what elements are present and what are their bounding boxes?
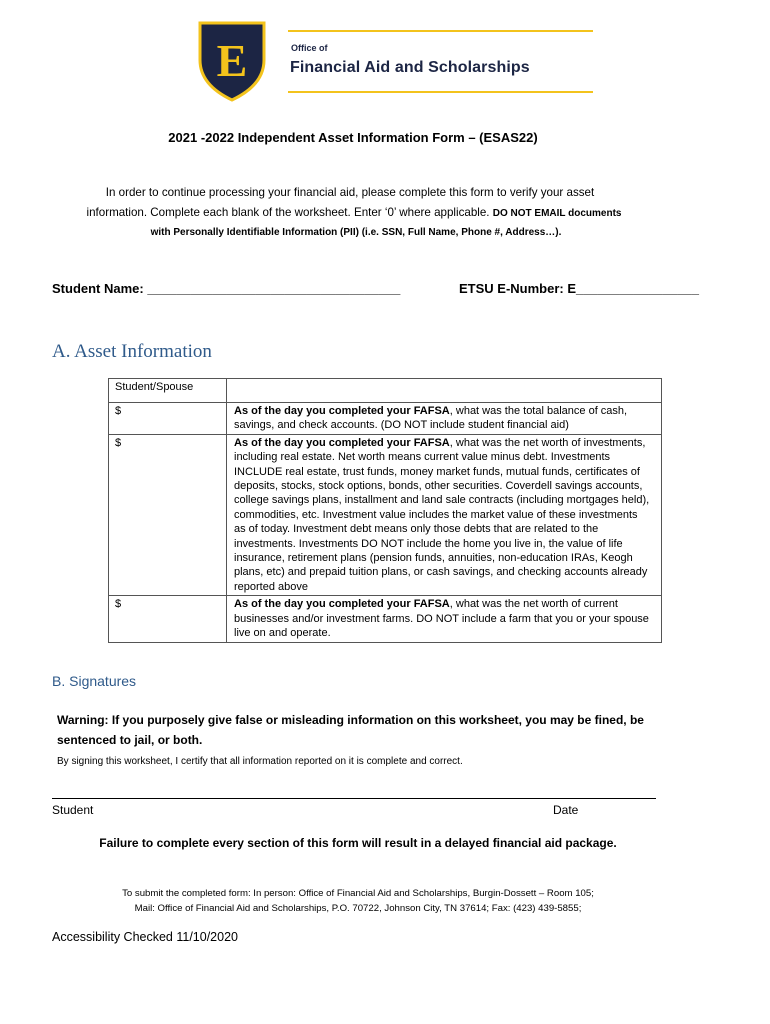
form-title: 2021 -2022 Independent Asset Information Form – (ESAS22)	[168, 130, 538, 145]
description-bold: As of the day you completed your FAFSA	[234, 436, 450, 449]
asset-table	[108, 378, 662, 643]
description-bold: As of the day you completed your FAFSA	[234, 405, 450, 417]
table-row	[109, 596, 662, 642]
description-investments	[227, 434, 662, 595]
header-rule-bottom	[288, 91, 593, 93]
header-rule-top	[288, 30, 593, 32]
accessibility-note: Accessibility Checked 11/10/2020	[52, 930, 238, 944]
student-signature-label: Student	[52, 803, 94, 817]
warning-text: Warning: If you purposely give false or misleading information on this worksheet, you may be fined, be sentenced to jail, or both.	[57, 713, 644, 747]
etsu-logo	[197, 20, 267, 102]
failure-notice: Failure to complete every section of this form will result in a delayed financial aid package.	[99, 836, 617, 850]
submit-instructions-line-2: Mail: Office of Financial Aid and Scholarships, P.O. 70722, Johnson City, TN 37614; Fax: (423) 439-5855;	[134, 903, 582, 914]
table-row	[109, 403, 662, 435]
office-of-label: Office of	[291, 43, 328, 53]
table-header-student-spouse: Student/Spouse	[109, 379, 227, 403]
intro-line-3: with Personally Identifiable Information (PII) (i.e. SSN, Full Name, Phone #, Address…).	[150, 227, 562, 238]
description-cash	[227, 403, 662, 435]
amount-cell-businesses[interactable]: $	[109, 596, 227, 642]
description-bold: As of the day you completed your FAFSA	[234, 598, 450, 611]
table-row	[109, 434, 662, 595]
intro-line-2-bold: DO NOT EMAIL documents	[492, 208, 622, 219]
certify-text: By signing this worksheet, I certify that all information reported on it is complete and correct.	[57, 756, 463, 767]
section-b-heading: B. Signatures	[52, 673, 137, 689]
intro-line-2	[4, 206, 704, 219]
logo-letter: E	[216, 35, 248, 86]
description-text: , what was the net worth of investments, including real estate. Net worth means current value minus debt. Investments INCLUDE real estate, trust funds, money market funds, mutual funds, certificates of deposits, stocks, stock options, bonds, other securities. Coverdell savings accounts, college savings plans, installment and land sale contracts (including mortgages held), commodities, etc. Investment value includes the market value of these investments as of today. Investment debt means only those debts that are related to the investments. Investments DO NOT include the home you live in, the value of life insurance, retirement plans (pension funds, annuities, non-education IRAs, Keogh plans, etc) and prepaid tuition plans, or cash savings, and checking accounts already reported above	[234, 436, 650, 593]
amount-cell-cash[interactable]: $	[109, 403, 227, 435]
section-a-heading: A. Asset Information	[52, 341, 212, 362]
intro-line-1: In order to continue processing your financial aid, please complete this form to verify your asset	[105, 186, 595, 199]
intro-line-2-text: information. Complete each blank of the worksheet. Enter ‘0’ where applicable.	[86, 206, 490, 219]
date-label: Date	[553, 803, 579, 817]
submit-instructions-line-1: To submit the completed form: In person: Office of Financial Aid and Scholarships, Burgin-Dossett – Room 105;	[122, 888, 594, 899]
table-header-row	[109, 379, 662, 403]
description-businesses	[227, 596, 662, 642]
amount-cell-investments[interactable]: $	[109, 434, 227, 595]
student-name-field[interactable]: Student Name: ___________________________________	[52, 281, 401, 296]
description-text: , what was the total balance of cash, savings, and check accounts. (DO NOT include student financial aid)	[234, 405, 628, 432]
table-header-empty	[227, 379, 662, 403]
description-text: , what was the net worth of current businesses and/or investment farms. DO NOT include a farm that you or your spouse live on and operate.	[234, 598, 649, 640]
signature-line[interactable]	[52, 798, 656, 799]
office-name: Financial Aid and Scholarships	[290, 59, 530, 76]
etsu-number-field[interactable]: ETSU E-Number: E_________________	[459, 281, 699, 296]
